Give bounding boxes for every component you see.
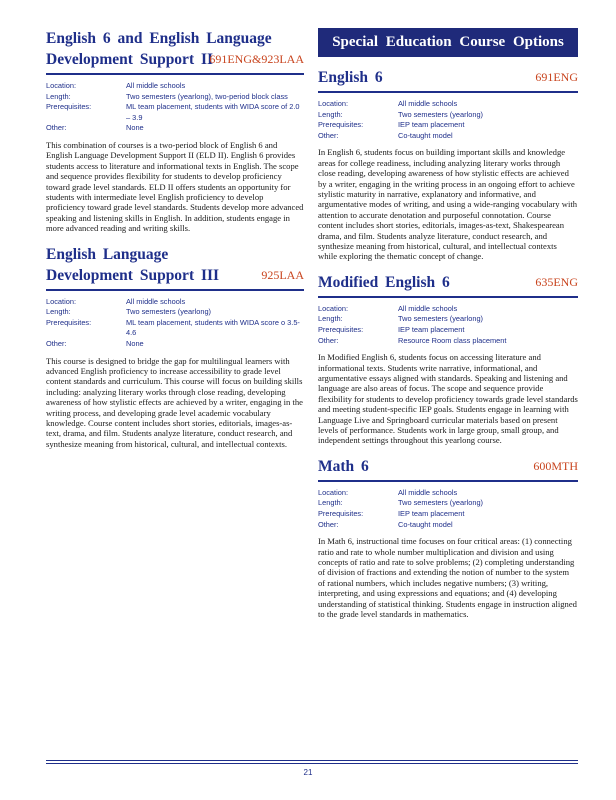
course-details — [318, 99, 578, 141]
course-code: 691ENG — [535, 70, 578, 84]
detail-row — [46, 123, 304, 134]
course-title: English 6 and English Language — [46, 30, 272, 47]
course-details — [46, 297, 304, 350]
detail-row — [46, 102, 304, 123]
detail-value: Two semesters (yearlong) — [126, 307, 212, 317]
course-code: 925LAA — [261, 267, 304, 282]
detail-row — [318, 488, 578, 499]
detail-value: All middle schools — [126, 81, 186, 90]
divider — [46, 73, 304, 75]
course-modified-english6 — [318, 272, 578, 446]
detail-row — [318, 498, 578, 509]
page-number: 21 — [303, 768, 313, 777]
course-details — [318, 304, 578, 346]
course-english6-eld2 — [46, 28, 304, 234]
detail-row — [318, 120, 578, 131]
course-title: English 6 — [318, 69, 383, 86]
detail-value: Co-taught model — [398, 519, 453, 529]
course-title: English Language — [46, 245, 169, 263]
course-details — [318, 488, 578, 530]
detail-value: Two semesters (yearlong), two-period block class — [126, 91, 288, 101]
course-details — [46, 81, 304, 134]
detail-row — [46, 318, 304, 339]
section-banner: Special Education Course Options — [318, 28, 578, 57]
detail-label: Location: — [318, 99, 348, 108]
detail-row — [318, 325, 578, 336]
detail-row — [318, 314, 578, 325]
detail-label: Other: — [318, 519, 339, 529]
detail-label: Other: — [46, 339, 67, 348]
detail-row — [318, 509, 578, 520]
detail-value: ML team placement, students with WIDA score o 3.5-4.6 — [126, 317, 300, 338]
detail-value: IEP team placement — [398, 509, 465, 519]
detail-label: Length: — [318, 314, 343, 324]
divider — [318, 296, 578, 298]
detail-row — [46, 307, 304, 318]
course-code: 691ENG&923LAA — [209, 52, 304, 66]
detail-row — [46, 92, 304, 103]
detail-value: None — [126, 123, 144, 133]
detail-label: Prerequisites: — [318, 120, 364, 130]
detail-value: All middle schools — [126, 296, 186, 306]
detail-label: Prerequisites: — [318, 509, 364, 519]
detail-row — [46, 297, 304, 308]
detail-value: Co-taught model — [398, 130, 453, 140]
course-eld3 — [46, 244, 304, 450]
course-description: In English 6, students focus on building important skills and knowledge areas for college readiness, including analyzing literary works through close reading, developing awareness of how stylistic effects are achieved by a writer, engaging in the writing process in an ongoing effort to achieve stylistic maturity in narrative, explanatory and informative, and argumentative modes of writing, and using a wide-ranging vocabulary with attention to accurate denotation and purposeful connotation. Course content includes short stories, editorials, images-as-text, Shakespearean drama, and film. Students analyze literature, conduct research, and synthesize meaning from historical, cultural, and intellectual contexts while exploring the thematic concept of change. — [318, 147, 578, 262]
footer-divider — [46, 760, 578, 761]
detail-value: Two semesters (yearlong) — [398, 498, 484, 508]
detail-row — [46, 339, 304, 350]
course-math6 — [318, 456, 578, 620]
divider — [46, 289, 304, 291]
divider — [318, 91, 578, 93]
detail-label: Length: — [318, 498, 343, 508]
course-code: 600MTH — [533, 458, 578, 473]
detail-row — [318, 99, 578, 110]
detail-row — [318, 131, 578, 142]
detail-value: All middle schools — [398, 99, 458, 108]
detail-label: Location: — [318, 303, 348, 313]
detail-row — [318, 304, 578, 315]
course-english6 — [318, 67, 578, 262]
detail-label: Length: — [318, 109, 343, 119]
detail-label: Other: — [46, 123, 67, 133]
course-description: This combination of courses is a two-period block of English 6 and English Language Development Support II (ELD II). English 6 provides students access to literature and informational texts in English. The scope and sequence provides flexibility for students to develop proficiency toward grade level standards. ELD II offers students an opportunity for students with intermediate level English proficiency to develop proficiency toward grade level standards. Students develop more advanced speaking and listening skills in English. In addition, students engage in more advanced reading and writing skills. — [46, 139, 304, 234]
detail-label: Prerequisites: — [46, 102, 92, 112]
detail-value: IEP team placement — [398, 325, 465, 335]
detail-value: None — [126, 339, 144, 348]
detail-label: Location: — [46, 81, 76, 90]
detail-value: All middle schools — [398, 303, 458, 313]
course-description: In Modified English 6, students focus on accessing literature and informational texts. Students write narrative, informational, and argumentative essays aligned with standards. Speaking and listening and language are also areas of focus. The scope and sequence provide flexibility for students to develop proficiency towards grade level standards and meeting student-specific IEP goals. Students engage in learning with Language Live and Springboard curricular materials based on present levels of performance. Students work in large group, small group, and independent settings throughout this yearlong course. — [318, 352, 578, 446]
detail-value: Two semesters (yearlong) — [398, 109, 484, 119]
detail-row — [318, 110, 578, 121]
detail-label: Length: — [46, 91, 71, 101]
course-code: 635ENG — [535, 274, 578, 289]
detail-label: Prerequisites: — [318, 325, 364, 335]
detail-label: Location: — [46, 296, 76, 306]
detail-row — [318, 336, 578, 347]
course-description: This course is designed to bridge the gap for multilingual learners with advanced English proficiency to increase accessibility to grade level content standards and curriculum. This course will focus on building skills including: analyzing literary works through close reading, developing awareness of how stylistic effects are achieved by a writer, engaging in the writing process, and developing grade level academic vocabulary knowledge. Course content includes short stories, editorials, images-as-text, drama, and film. Students analyze literature, conduct research, and synthesize meaning from historical, cultural, and intellectual contexts. — [46, 355, 303, 449]
course-title: Math 6 — [318, 457, 369, 475]
detail-label: Other: — [318, 335, 339, 345]
detail-value: Resource Room class placement — [398, 335, 507, 345]
left-column — [46, 28, 304, 459]
detail-row — [318, 520, 578, 531]
course-description: In Math 6, instructional time focuses on four critical areas: (1) connecting ratio and rate to whole number multiplication and division and using concepts of ratio and rate to solve problems; (2) completing understanding of division of fractions and extending the notion of number to the system of rational numbers, which includes negative numbers; (3) writing, interpreting, and using expressions and equations; and (4) developing understanding of statistical thinking. Students engage in instruction aligned to the grade level standards in mathematics. — [318, 536, 577, 620]
detail-value: Two semesters (yearlong) — [398, 314, 484, 324]
divider — [318, 480, 578, 482]
detail-value: IEP team placement — [398, 120, 465, 130]
detail-label: Other: — [318, 130, 339, 140]
right-column — [318, 28, 578, 630]
detail-value: All middle schools — [398, 487, 458, 497]
detail-label: Length: — [46, 307, 71, 317]
detail-label: Location: — [318, 487, 348, 497]
footer-divider-thin — [46, 763, 578, 764]
course-title-line2: Development Support II — [46, 51, 214, 68]
course-title: Modified English 6 — [318, 273, 450, 291]
detail-value: ML team placement, students with WIDA score of 2.0 – 3.9 — [126, 102, 300, 122]
detail-row — [46, 81, 304, 92]
detail-label: Prerequisites: — [46, 317, 92, 327]
course-title-line2: Development Support III — [46, 266, 220, 284]
